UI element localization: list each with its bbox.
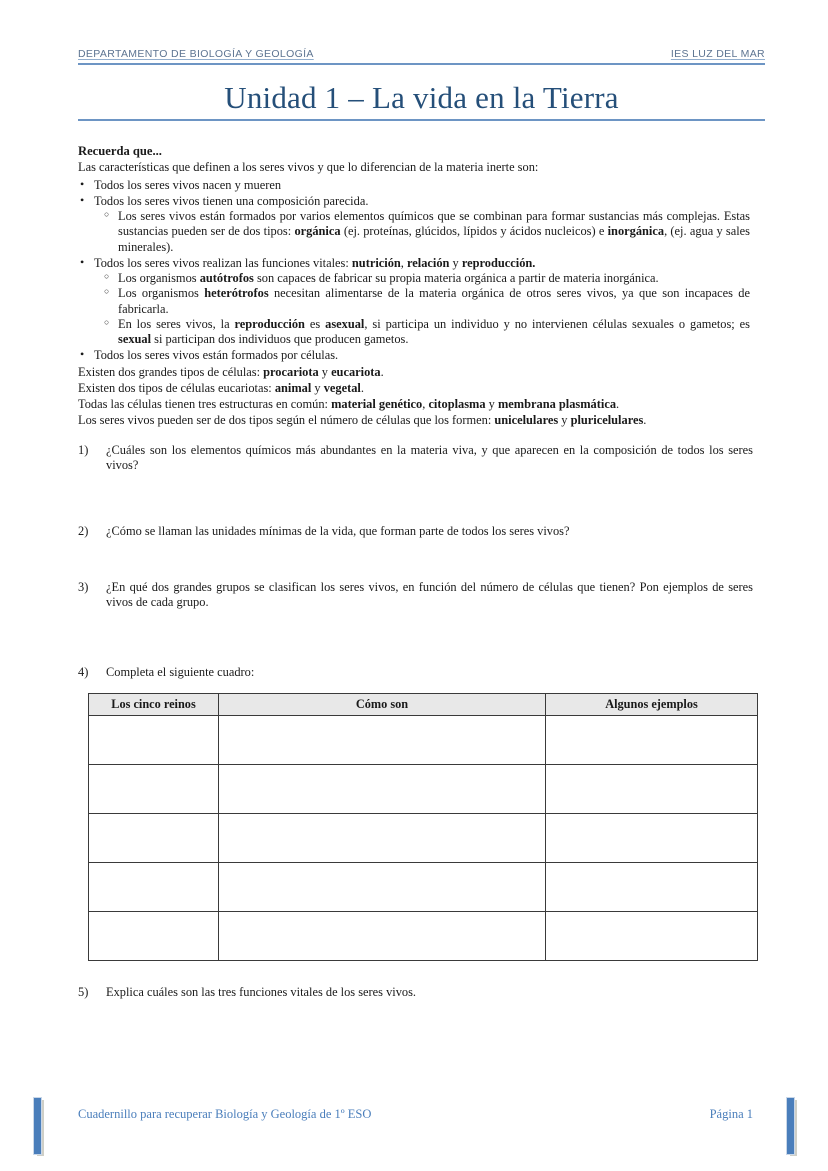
recuerda-closing-line: Existen dos tipos de células eucariotas: animal y vegetal. [78,380,364,395]
question-5 [78,985,753,1000]
recuerda-closing-line: Existen dos grandes tipos de células: procariota y eucariota. [78,364,384,379]
recuerda-bullet-text: Todos los seres vivos están formados por células. [94,348,339,363]
table-cell[interactable] [219,765,546,814]
table-header-reinos: Los cinco reinos [89,694,219,716]
left-decorative-bar [33,1097,42,1155]
question-4 [78,665,753,680]
footer-title: Cuadernillo para recuperar Biología y Geología de 1º ESO [78,1107,372,1121]
right-decorative-bar [786,1097,795,1155]
question-2 [78,524,753,539]
table-cell[interactable] [89,863,219,912]
table-cell[interactable] [219,814,546,863]
document-footer [78,1107,753,1122]
question-3-text: ¿En qué dos grandes grupos se clasifican los seres vivos, en función del número de células que tienen? Pon ejemplos de seres vivos de cada grupo. [106,579,753,609]
table-cell[interactable] [546,863,758,912]
recuerda-sub-bullet: ○ Los organismos heterótrofos necesitan alimentarse de la materia orgánica de otros seres vivos, ya que son incapaces de fabricarla. [104,286,750,317]
table-cell[interactable] [219,716,546,765]
question-1-text: ¿Cuáles son los elementos químicos más abundantes en la materia viva, y que aparecen en la composición de todos los seres vivos? [106,443,753,473]
document-header [78,48,765,60]
question-3 [78,580,753,611]
table-cell[interactable] [219,912,546,961]
question-1-number: 1) [78,443,89,457]
recuerda-bullet [78,348,750,363]
table-cell[interactable] [219,863,546,912]
header-rule [78,63,765,65]
cinco-reinos-table-wrapper [88,693,757,961]
cinco-reinos-table [88,693,758,961]
title-rule [78,119,765,121]
recuerda-sub-list [94,209,750,255]
table-header-como-son: Cómo son [219,694,546,716]
recuerda-bullet [78,178,750,193]
questions-section [78,443,753,681]
question-5-section [78,985,753,1000]
header-department: DEPARTAMENTO DE BIOLOGÍA Y GEOLOGÍA [78,48,314,60]
table-header-row [89,694,758,716]
question-5-number: 5) [78,985,89,999]
table-cell[interactable] [546,716,758,765]
recuerda-sub-bullet: ○ En los seres vivos, la reproducción es asexual, si participa un individuo y no intervienen células sexuales o gametos; es sexual si participan dos individuos que producen gametos. [104,317,750,348]
table-row [89,765,758,814]
table-cell[interactable] [546,814,758,863]
question-2-number: 2) [78,523,89,538]
question-1 [78,443,753,474]
table-cell[interactable] [89,765,219,814]
question-2-text: ¿Cómo se llaman las unidades mínimas de la vida, que forman parte de todos los seres vivos? [106,523,570,538]
table-header-ejemplos: Algunos ejemplos [546,694,758,716]
recuerda-bullet-list [78,178,750,364]
question-4-number: 4) [78,665,89,680]
header-school: IES LUZ DEL MAR [670,48,765,60]
recuerda-closing-line: Los seres vivos pueden ser de dos tipos según el número de células que los formen: unicelulares y pluricelulares. [78,413,647,428]
table-row [89,863,758,912]
table-cell[interactable] [546,912,758,961]
table-body [89,716,758,961]
table-cell[interactable] [89,716,219,765]
question-3-number: 3) [78,579,89,594]
recuerda-sub-bullet: ○ Los organismos autótrofos son capaces de fabricar su propia materia orgánica a partir de materia inorgánica. [104,271,750,286]
recuerda-section [78,144,750,429]
recuerda-sub-bullet: ○ Los seres vivos están formados por varios elementos químicos que se combinan para formar sustancias más complejas. Estas sustancias pueden ser de dos tipos: orgánica (ej. proteínas, glúcidos, lípidos y ácidos nucleicos) e inorgánica, (ej. agua y sales minerales). [104,209,750,255]
recuerda-bullet [78,194,750,255]
recuerda-bullet-text: Todos los seres vivos tienen una composición parecida. [94,193,369,208]
table-cell[interactable] [89,912,219,961]
table-row [89,716,758,765]
recuerda-closing-lines [78,365,750,429]
recuerda-closing-line: Todas las células tienen tres estructuras en común: material genético, citoplasma y membrana plasmática. [78,397,620,412]
recuerda-heading: Recuerda que... [78,144,162,158]
recuerda-sub-list [94,271,750,347]
question-5-text: Explica cuáles son las tres funciones vitales de los seres vivos. [106,985,417,999]
table-row [89,814,758,863]
question-4-text: Completa el siguiente cuadro: [106,665,255,680]
table-row [89,912,758,961]
recuerda-bullet-text: Todos los seres vivos realizan las funciones vitales: nutrición, relación y reproducción. [94,255,536,270]
recuerda-bullet [78,256,750,348]
footer-page-number: Página 1 [709,1107,753,1121]
table-cell[interactable] [89,814,219,863]
page-title: Unidad 1 – La vida en la Tierra [224,80,619,115]
recuerda-bullet-text: Todos los seres vivos nacen y mueren [94,177,282,192]
recuerda-intro: Las características que definen a los seres vivos y que lo diferencian de la materia inerte son: [78,160,539,175]
table-cell[interactable] [546,765,758,814]
